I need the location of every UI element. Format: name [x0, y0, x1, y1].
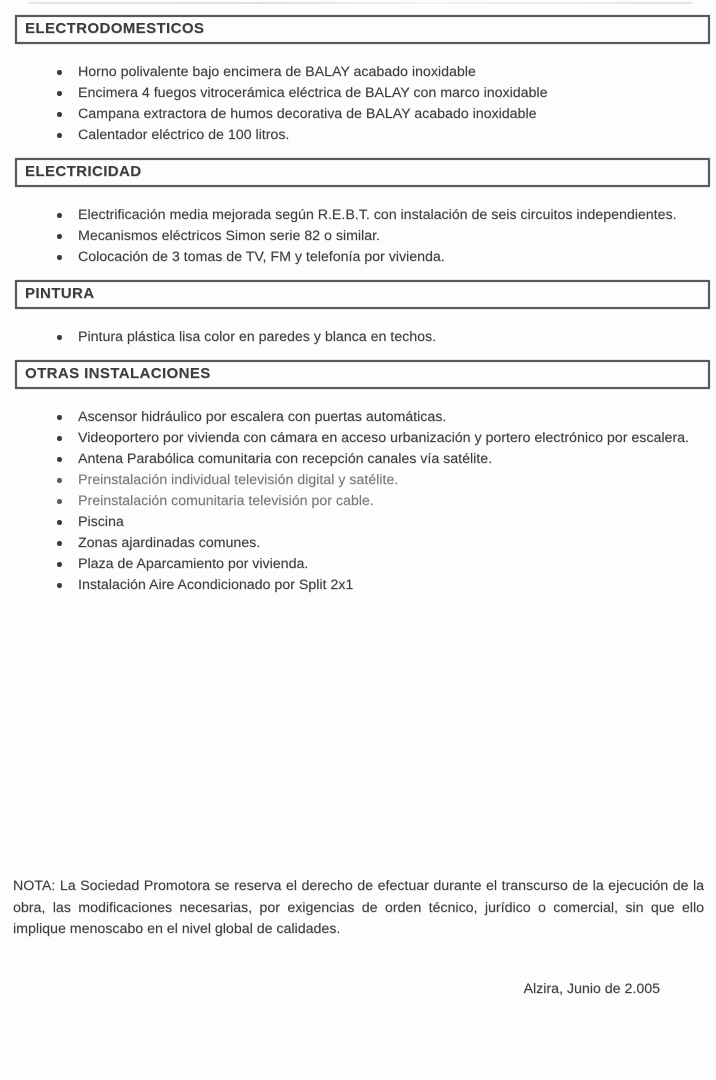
section-title: PINTURA	[25, 285, 95, 302]
section-title: ELECTRODOMESTICOS	[25, 20, 205, 37]
list-item: Colocación de 3 tomas de TV, FM y telefonía por vivienda.	[78, 247, 702, 268]
list-item: Instalación Aire Acondicionado por Split 2x1	[78, 575, 702, 596]
list-item: Zonas ajardinadas comunes.	[78, 533, 702, 554]
section	[0, 15, 716, 146]
dateline: Alzira, Junio de 2.005	[523, 980, 660, 997]
note-paragraph: NOTA: La Sociedad Promotora se reserva el derecho de efectuar durante el transcurso de la ejecución de la obra, las modificaciones necesarias, por exigencias de orden técnico, jurídico o comercial, sin que ello implique menoscabo en el nivel global de calidades.	[13, 878, 704, 937]
section-list	[78, 62, 702, 146]
list-item: Encimera 4 fuegos vitrocerámica eléctrica de BALAY con marco inoxidable	[78, 83, 702, 104]
list-item: Campana extractora de humos decorativa de BALAY acabado inoxidable	[78, 104, 702, 125]
section-header	[15, 15, 710, 44]
section-list	[78, 205, 702, 268]
list-item: Videoportero por vivienda con cámara en acceso urbanización y portero electrónico por escalera.	[78, 428, 702, 449]
scan-artifact-line	[28, 2, 692, 4]
list-item: Pintura plástica lisa color en paredes y blanca en techos.	[78, 327, 702, 348]
list-item: Antena Parabólica comunitaria con recepción canales vía satélite.	[78, 449, 702, 470]
list-item: Horno polivalente bajo encimera de BALAY acabado inoxidable	[78, 62, 702, 83]
list-item: Ascensor hidráulico por escalera con puertas automáticas.	[78, 407, 702, 428]
section-header	[15, 360, 710, 389]
list-item: Preinstalación individual televisión digital y satélite.	[78, 470, 702, 491]
section	[0, 158, 716, 268]
section	[0, 280, 716, 348]
list-item: Piscina	[78, 512, 702, 533]
list-item: Preinstalación comunitaria televisión por cable.	[78, 491, 702, 512]
list-item: Plaza de Aparcamiento por vivienda.	[78, 554, 702, 575]
section-title: OTRAS INSTALACIONES	[25, 365, 211, 382]
section-list	[78, 327, 702, 348]
section-title: ELECTRICIDAD	[25, 163, 142, 180]
section	[0, 360, 716, 596]
document-content	[0, 15, 716, 997]
section-header	[15, 280, 710, 309]
section-list	[78, 407, 702, 596]
sections-container	[0, 15, 716, 596]
list-item: Mecanismos eléctricos Simon serie 82 o similar.	[78, 226, 702, 247]
list-item: Calentador eléctrico de 100 litros.	[78, 125, 702, 146]
list-item: Electrificación media mejorada según R.E.B.T. con instalación de seis circuitos independientes.	[78, 205, 702, 226]
section-header	[15, 158, 710, 187]
